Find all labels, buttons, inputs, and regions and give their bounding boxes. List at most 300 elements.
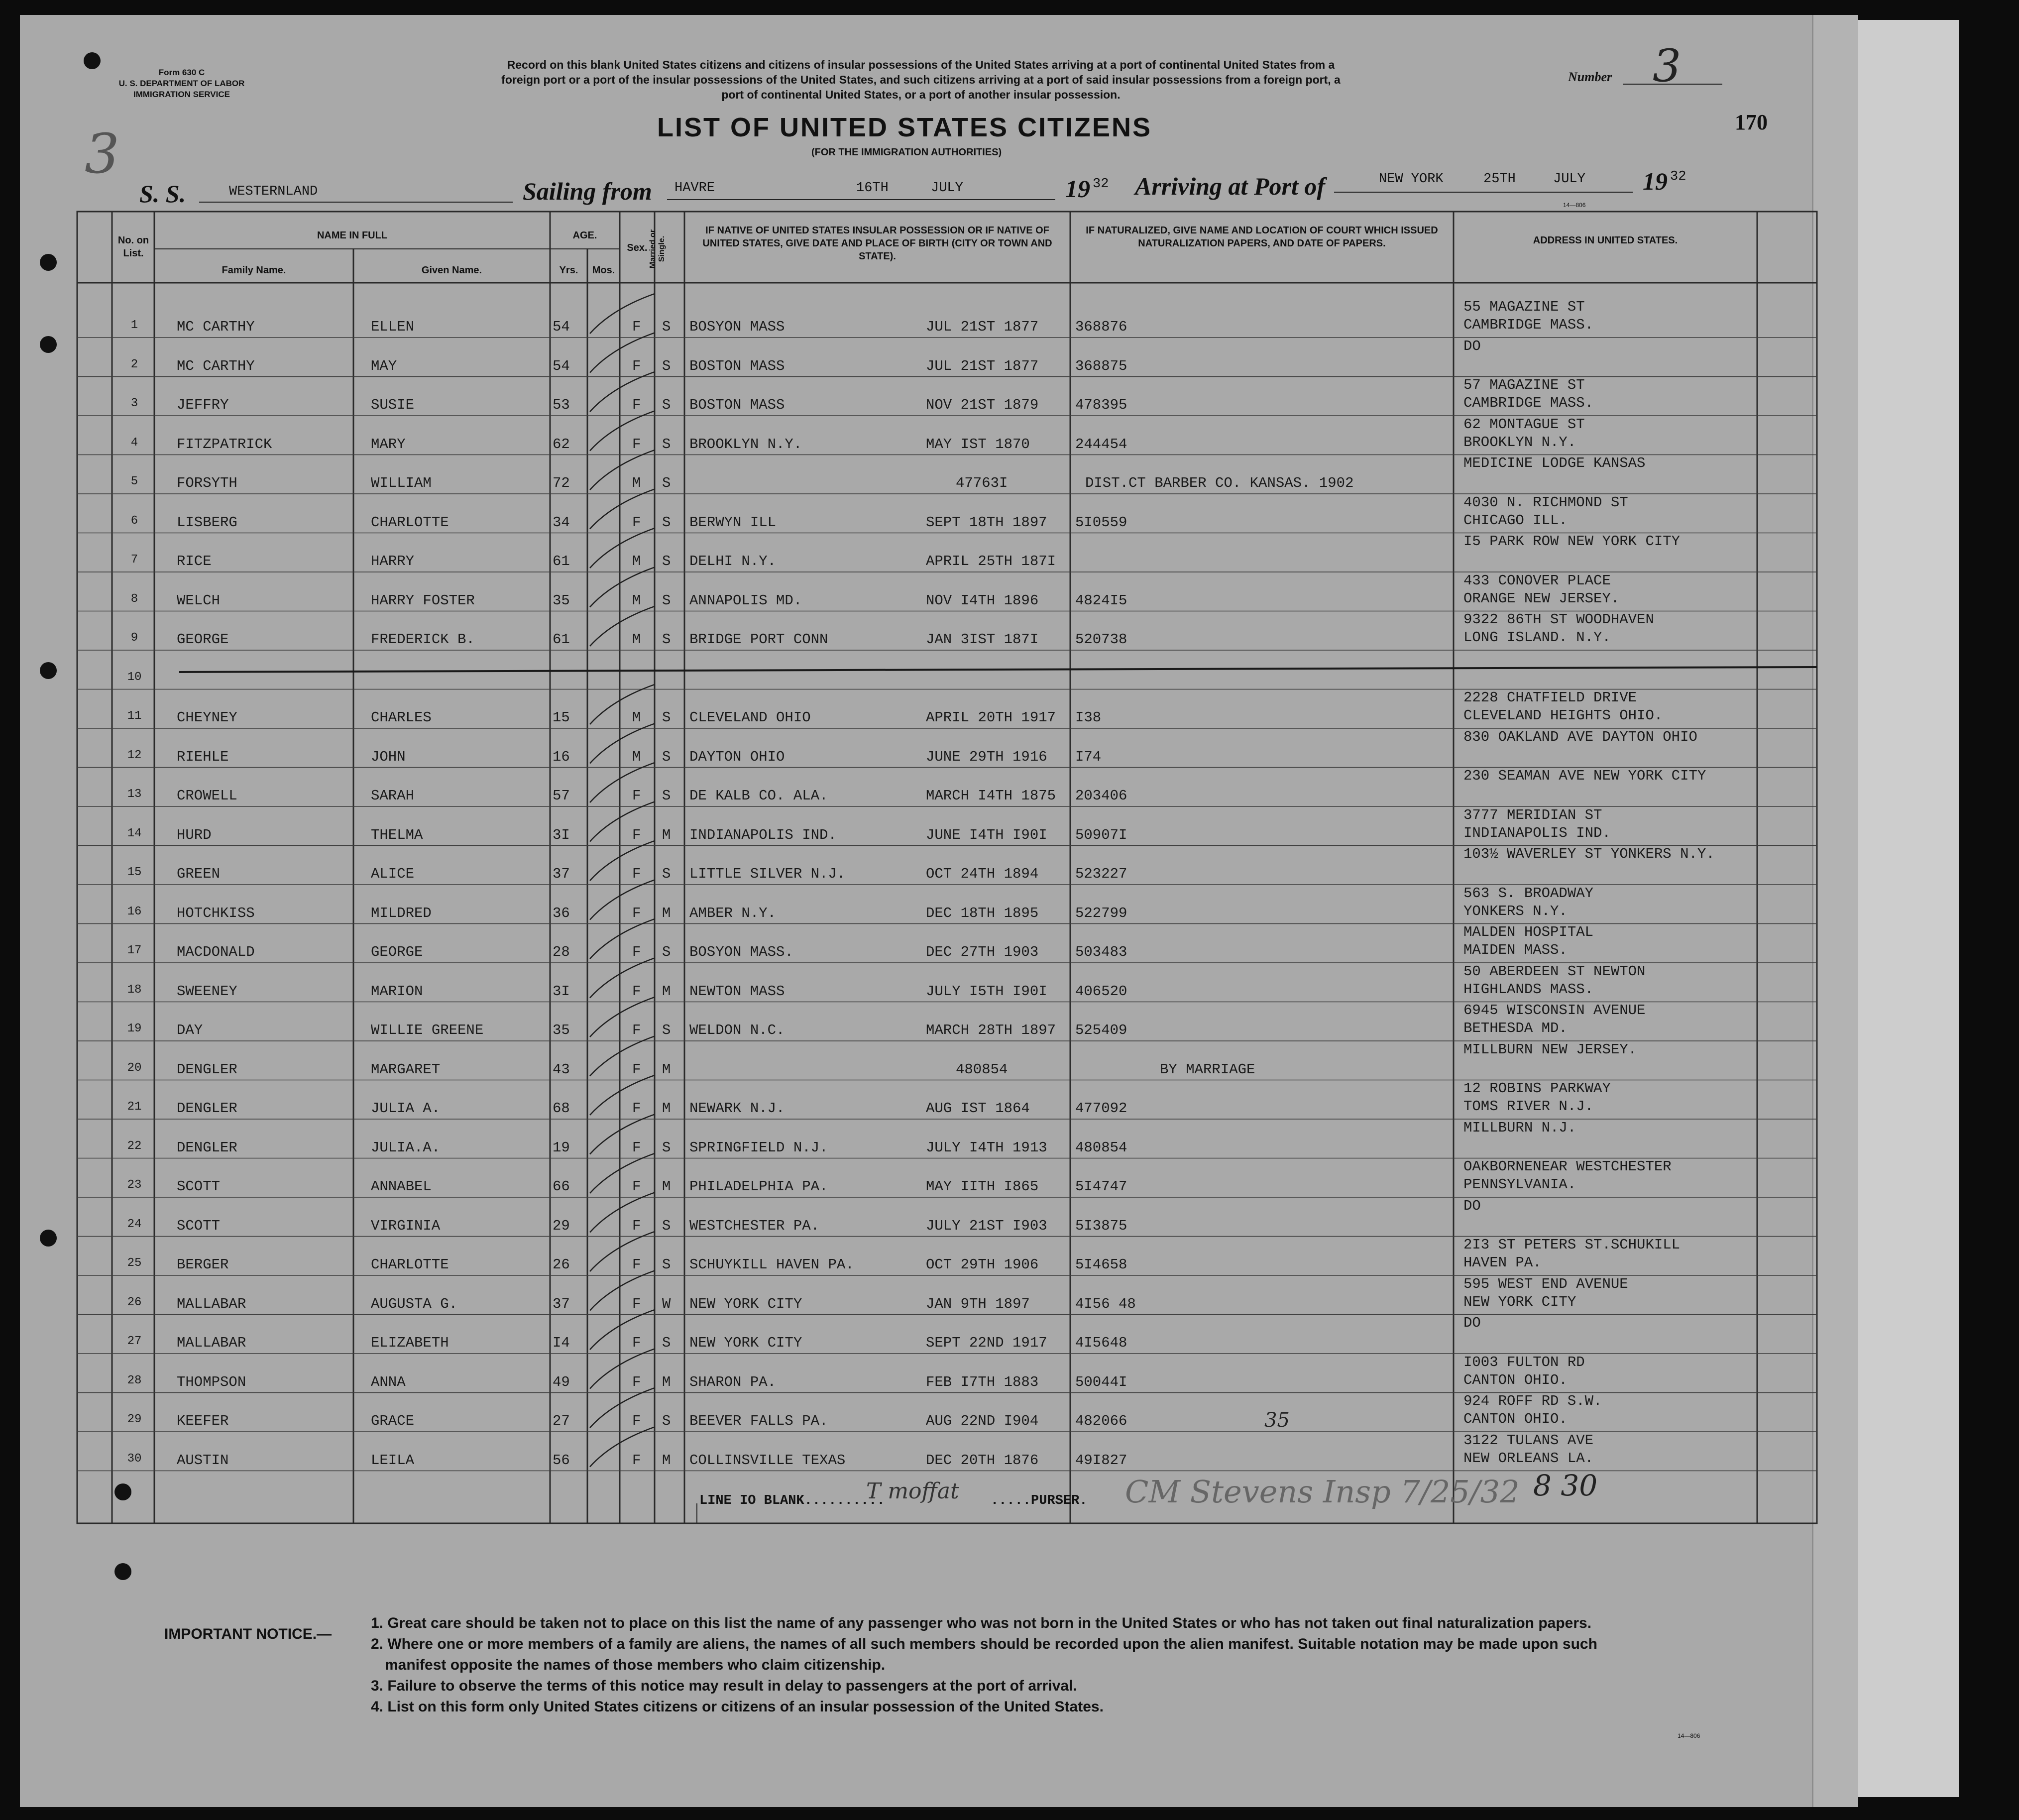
paper-number: 520738 bbox=[1075, 631, 1127, 648]
family-name: MALLABAR bbox=[177, 1295, 246, 1312]
marital-status: S bbox=[662, 1139, 671, 1156]
birth-date: MAY IST 1870 bbox=[926, 436, 1030, 453]
family-name: KEEFER bbox=[177, 1413, 229, 1429]
birth-date: 47763I bbox=[956, 475, 1008, 491]
age-years: 57 bbox=[553, 788, 570, 804]
notice-label: IMPORTANT NOTICE.— bbox=[164, 1626, 332, 1642]
birth-date: MARCH I4TH 1875 bbox=[926, 788, 1056, 804]
arriving-label: Arriving at Port of bbox=[1135, 172, 1325, 200]
col-header-birth: IF NATIVE OF UNITED STATES INSULAR POSSESSION OR IF NATIVE OF UNITED STATES, GIVE DATE AND PLACE OF BIRTH (CITY OR TOWN AND STATE). bbox=[702, 225, 1052, 262]
given-name: JULIA.A. bbox=[371, 1139, 441, 1156]
paper-number: 525409 bbox=[1075, 1022, 1127, 1038]
address-line-2: HIGHLANDS MASS. bbox=[1463, 981, 1594, 998]
birth-place: BOSYON MASS bbox=[689, 319, 785, 335]
birth-date: NOV 21ST 1879 bbox=[926, 397, 1039, 413]
court-info: BY MARRIAGE bbox=[1160, 1061, 1255, 1078]
given-name: ELLEN bbox=[371, 319, 415, 335]
birth-place: DELHI N.Y. bbox=[689, 553, 777, 569]
family-name: MC CARTHY bbox=[177, 357, 255, 374]
tally-mark bbox=[590, 528, 655, 568]
age-years: 3I bbox=[553, 983, 570, 1000]
birth-place: AMBER N.Y. bbox=[689, 905, 777, 921]
birth-place: LITTLE SILVER N.J. bbox=[689, 866, 846, 882]
arrival-port: NEW YORK bbox=[1379, 172, 1444, 187]
tally-mark bbox=[590, 411, 655, 451]
given-name: MARY bbox=[371, 436, 406, 453]
age-years: 49 bbox=[553, 1373, 570, 1390]
arrival-year-prefix: 19 bbox=[1643, 167, 1668, 195]
address-line-1: 3122 TULANS AVE bbox=[1463, 1432, 1594, 1449]
marital-status: S bbox=[662, 1256, 671, 1273]
tally-mark bbox=[590, 294, 655, 334]
tally-mark bbox=[590, 997, 655, 1037]
marital-status: S bbox=[662, 866, 671, 882]
given-name: HARRY bbox=[371, 553, 415, 569]
address-line-2: CANTON OHIO. bbox=[1463, 1371, 1568, 1388]
col-header-age: AGE. bbox=[572, 230, 597, 241]
address-line-1: MILLBURN NEW JERSEY. bbox=[1463, 1041, 1637, 1058]
address-line-2: CAMBRIDGE MASS. bbox=[1463, 395, 1594, 411]
birth-place: DAYTON OHIO bbox=[689, 748, 785, 765]
birth-place: NEW YORK CITY bbox=[689, 1335, 802, 1351]
birth-date: APRIL 25TH 187I bbox=[926, 553, 1056, 569]
address-line-1: MILLBURN N.J. bbox=[1463, 1119, 1576, 1136]
notice-list bbox=[371, 1613, 1814, 1717]
tally-mark bbox=[590, 841, 655, 881]
page-number: 170 bbox=[1735, 110, 1768, 134]
col-header-name: NAME IN FULL bbox=[317, 230, 388, 241]
family-name: DENGLER bbox=[177, 1139, 237, 1156]
marital-status: M bbox=[662, 1452, 671, 1469]
address-line-1: 57 MAGAZINE ST bbox=[1463, 377, 1585, 393]
age-years: 68 bbox=[553, 1100, 570, 1117]
age-years: 62 bbox=[553, 436, 570, 453]
sex: F bbox=[632, 514, 641, 531]
marital-status: S bbox=[662, 475, 671, 491]
birth-place: COLLINSVILLE TEXAS bbox=[689, 1452, 846, 1469]
given-name: CHARLES bbox=[371, 709, 432, 726]
sex: F bbox=[632, 1061, 641, 1078]
sex: F bbox=[632, 866, 641, 882]
family-name: SWEENEY bbox=[177, 983, 237, 1000]
line-blank-note: LINE IO BLANK.......... bbox=[699, 1493, 885, 1508]
row-number: 9 bbox=[130, 631, 138, 645]
marital-status: S bbox=[662, 788, 671, 804]
row-number: 24 bbox=[127, 1217, 142, 1231]
address-line-1: OAKBORNENEAR WESTCHESTER bbox=[1463, 1158, 1672, 1175]
given-name: MARION bbox=[371, 983, 423, 1000]
address-line-1: DO bbox=[1463, 338, 1481, 354]
tally-mark bbox=[590, 1388, 655, 1428]
given-name: JOHN bbox=[371, 748, 406, 765]
birth-place: CLEVELAND OHIO bbox=[689, 709, 811, 726]
row-number: 5 bbox=[130, 475, 138, 488]
col-header-sex: Sex. bbox=[627, 242, 648, 253]
birth-date: JAN 9TH 1897 bbox=[926, 1295, 1030, 1312]
address-line-1: 50 ABERDEEN ST NEWTON bbox=[1463, 963, 1646, 980]
family-name: WELCH bbox=[177, 592, 221, 609]
birth-place: SPRINGFIELD N.J. bbox=[689, 1139, 828, 1156]
birth-place: NEW YORK CITY bbox=[689, 1295, 802, 1312]
row-number: 4 bbox=[130, 436, 138, 450]
row-number: 11 bbox=[127, 709, 142, 723]
birth-place: SCHUYKILL HAVEN PA. bbox=[689, 1256, 854, 1273]
given-name: ANNA bbox=[371, 1373, 406, 1390]
age-years: 28 bbox=[553, 944, 570, 960]
age-years: 53 bbox=[553, 397, 570, 413]
sex: F bbox=[632, 1373, 641, 1390]
sex: M bbox=[632, 592, 641, 609]
paper-number: 477092 bbox=[1075, 1100, 1127, 1117]
given-name: VIRGINIA bbox=[371, 1217, 441, 1234]
departure-year-prefix: 19 bbox=[1065, 175, 1090, 203]
service: IMMIGRATION SERVICE bbox=[133, 90, 230, 99]
birth-place: WELDON N.C. bbox=[689, 1022, 785, 1038]
sex: M bbox=[632, 748, 641, 765]
age-years: 54 bbox=[553, 357, 570, 374]
ship-name: WESTERNLAND bbox=[229, 184, 318, 199]
marital-status: S bbox=[662, 1413, 671, 1429]
family-name: AUSTIN bbox=[177, 1452, 229, 1469]
row-number: 13 bbox=[127, 788, 142, 801]
paper-number: 50907I bbox=[1075, 826, 1127, 843]
given-name: MAY bbox=[371, 357, 397, 374]
tally-mark bbox=[590, 333, 655, 373]
tally-mark bbox=[590, 958, 655, 998]
marital-status: M bbox=[662, 1178, 671, 1195]
tally-mark bbox=[590, 1310, 655, 1350]
notice-item: 3. Failure to observe the terms of this notice may result in delay to passengers at the port of arrival. bbox=[371, 1678, 1077, 1694]
given-name: CHARLOTTE bbox=[371, 1256, 449, 1273]
paper-number: 5I4658 bbox=[1075, 1256, 1127, 1273]
birth-place: SHARON PA. bbox=[689, 1373, 777, 1390]
given-name: GRACE bbox=[371, 1413, 415, 1429]
row-number: 3 bbox=[130, 397, 138, 410]
print-code-top: 14—806 bbox=[1563, 202, 1586, 209]
sex: F bbox=[632, 944, 641, 960]
paper-number: 5I0559 bbox=[1075, 514, 1127, 531]
age-years: 37 bbox=[553, 1295, 570, 1312]
sex: F bbox=[632, 436, 641, 453]
row-number: 1 bbox=[130, 319, 138, 332]
number-label: Number bbox=[1568, 70, 1612, 84]
time-note: 8 30 bbox=[1533, 1469, 1598, 1502]
col-header-given: Given Name. bbox=[421, 265, 482, 276]
address-line-2: TOMS RIVER N.J. bbox=[1463, 1098, 1594, 1115]
family-name: FORSYTH bbox=[177, 475, 237, 491]
birth-date: JULY I4TH 1913 bbox=[926, 1139, 1047, 1156]
address-line-2: HAVEN PA. bbox=[1463, 1254, 1542, 1271]
given-name: SUSIE bbox=[371, 397, 415, 413]
age-years: 34 bbox=[553, 514, 570, 531]
birth-place: INDIANAPOLIS IND. bbox=[689, 826, 837, 843]
address-line-2: INDIANAPOLIS IND. bbox=[1463, 824, 1611, 841]
row-number: 14 bbox=[127, 826, 142, 840]
marital-status: M bbox=[662, 1373, 671, 1390]
family-name: MACDONALD bbox=[177, 944, 255, 960]
birth-date: APRIL 20TH 1917 bbox=[926, 709, 1056, 726]
tally-mark bbox=[590, 489, 655, 529]
sex: F bbox=[632, 905, 641, 921]
given-name: AUGUSTA G. bbox=[371, 1295, 458, 1312]
given-name: THELMA bbox=[371, 826, 423, 843]
col-header-address: ADDRESS IN UNITED STATES. bbox=[1533, 235, 1678, 246]
birth-date: DEC 18TH 1895 bbox=[926, 905, 1039, 921]
paper-number: 5I3875 bbox=[1075, 1217, 1127, 1234]
address-line-1: DO bbox=[1463, 1197, 1481, 1214]
age-years: 66 bbox=[553, 1178, 570, 1195]
instruction-line: Record on this blank United States citizens and citizens of insular possessions of the United States arriving at a port of continental United States from a bbox=[507, 58, 1335, 71]
birth-place: BRIDGE PORT CONN bbox=[689, 631, 828, 648]
margin-mark: 3 bbox=[85, 122, 119, 186]
sex: F bbox=[632, 826, 641, 843]
address-line-1: 230 SEAMAN AVE NEW YORK CITY bbox=[1463, 768, 1706, 784]
address-line-1: MALDEN HOSPITAL bbox=[1463, 924, 1594, 940]
family-name: RICE bbox=[177, 553, 212, 569]
address-line-1: 55 MAGAZINE ST bbox=[1463, 299, 1585, 315]
paper-number: 4I5648 bbox=[1075, 1335, 1127, 1351]
sex: M bbox=[632, 631, 641, 648]
age-years: 26 bbox=[553, 1256, 570, 1273]
sex: F bbox=[632, 357, 641, 374]
tally-mark bbox=[590, 684, 655, 724]
row-number: 22 bbox=[127, 1139, 142, 1153]
family-name: SCOTT bbox=[177, 1178, 221, 1195]
address-line-1: 924 ROFF RD S.W. bbox=[1463, 1393, 1602, 1409]
address-line-1: I003 FULTON RD bbox=[1463, 1354, 1585, 1370]
notice-item: manifest opposite the names of those members who claim citizenship. bbox=[385, 1657, 886, 1673]
marital-status: S bbox=[662, 319, 671, 335]
address-line-1: 103½ WAVERLEY ST YONKERS N.Y. bbox=[1463, 846, 1715, 862]
age-years: I4 bbox=[553, 1335, 570, 1351]
row-number: 15 bbox=[127, 866, 142, 879]
family-name: JEFFRY bbox=[177, 397, 229, 413]
sex: F bbox=[632, 1335, 641, 1351]
subtitle: (FOR THE IMMIGRATION AUTHORITIES) bbox=[811, 147, 1002, 158]
row-number: 8 bbox=[130, 592, 138, 606]
number-value: 3 bbox=[1653, 40, 1682, 92]
address-line-2: YONKERS N.Y. bbox=[1463, 903, 1568, 919]
family-name: BERGER bbox=[177, 1256, 229, 1273]
row-number: 29 bbox=[127, 1413, 142, 1426]
family-name: MC CARTHY bbox=[177, 319, 255, 335]
arrival-month: JULY bbox=[1553, 172, 1585, 187]
title: LIST OF UNITED STATES CITIZENS bbox=[657, 113, 1152, 142]
marital-status: S bbox=[662, 1022, 671, 1038]
age-years: 27 bbox=[553, 1413, 570, 1429]
age-years: 29 bbox=[553, 1217, 570, 1234]
given-name: LEILA bbox=[371, 1452, 415, 1469]
tally-mark bbox=[590, 1349, 655, 1389]
family-name: CROWELL bbox=[177, 788, 237, 804]
marital-status: S bbox=[662, 1217, 671, 1234]
row-number: 2 bbox=[130, 357, 138, 371]
paper-number: 244454 bbox=[1075, 436, 1127, 453]
family-name: MALLABAR bbox=[177, 1335, 246, 1351]
marital-status: W bbox=[662, 1295, 671, 1312]
address-line-1: 62 MONTAGUE ST bbox=[1463, 416, 1585, 433]
sex: F bbox=[632, 1217, 641, 1234]
row-number: 12 bbox=[127, 748, 142, 762]
departure-year: 32 bbox=[1093, 177, 1109, 192]
birth-place: BERWYN ILL bbox=[689, 514, 777, 531]
address-line-1: 4030 N. RICHMOND ST bbox=[1463, 494, 1628, 511]
tally-mark bbox=[590, 568, 655, 607]
sex: F bbox=[632, 1022, 641, 1038]
paper-number: I74 bbox=[1075, 748, 1102, 765]
family-name: HURD bbox=[177, 826, 212, 843]
family-name: GEORGE bbox=[177, 631, 229, 648]
paper-number: 522799 bbox=[1075, 905, 1127, 921]
birth-date: JUL 21ST 1877 bbox=[926, 357, 1039, 374]
department: U. S. DEPARTMENT OF LABOR bbox=[118, 79, 245, 88]
col-header-family: Family Name. bbox=[222, 265, 286, 276]
family-name: THOMPSON bbox=[177, 1373, 246, 1390]
given-name: GEORGE bbox=[371, 944, 423, 960]
tally-mark bbox=[590, 802, 655, 842]
departure-day: 16TH bbox=[856, 181, 889, 196]
paper-number: 203406 bbox=[1075, 788, 1127, 804]
paper-number: 49I827 bbox=[1075, 1452, 1127, 1469]
court-info: DIST.CT BARBER CO. KANSAS. 1902 bbox=[1085, 475, 1354, 491]
marital-status: S bbox=[662, 397, 671, 413]
address-line-1: 830 OAKLAND AVE DAYTON OHIO bbox=[1463, 728, 1697, 745]
marital-status: M bbox=[662, 826, 671, 843]
birth-date: JUNE I4TH I90I bbox=[926, 826, 1047, 843]
age-years: 36 bbox=[553, 905, 570, 921]
age-years: 35 bbox=[553, 1022, 570, 1038]
address-line-2: CHICAGO ILL. bbox=[1463, 512, 1568, 529]
marital-status: M bbox=[662, 983, 671, 1000]
tally-mark bbox=[590, 1193, 655, 1233]
row-number: 19 bbox=[127, 1022, 142, 1035]
row-number: 18 bbox=[127, 983, 142, 997]
row-number: 26 bbox=[127, 1295, 142, 1309]
birth-date: SEPT 22ND 1917 bbox=[926, 1335, 1047, 1351]
birth-date: JULY 21ST I903 bbox=[926, 1217, 1047, 1234]
birth-date: JULY I5TH I90I bbox=[926, 983, 1047, 1000]
address-line-2: CAMBRIDGE MASS. bbox=[1463, 317, 1594, 333]
sex: M bbox=[632, 553, 641, 569]
age-years: 3I bbox=[553, 826, 570, 843]
notice-item: 1. Great care should be taken not to place on this list the name of any passenger who was not born in the United States or who has not taken out final naturalization papers. bbox=[371, 1615, 1592, 1631]
given-name: MILDRED bbox=[371, 905, 432, 921]
tally-mark bbox=[590, 880, 655, 920]
paper-number: 368876 bbox=[1075, 319, 1127, 335]
notice-item: 4. List on this form only United States citizens or citizens of an insular possession of the United States. bbox=[371, 1699, 1104, 1715]
row-number: 25 bbox=[127, 1256, 142, 1270]
birth-place: NEWTON MASS bbox=[689, 983, 785, 1000]
given-name: HARRY FOSTER bbox=[371, 592, 475, 609]
sailing-label: Sailing from bbox=[523, 177, 652, 205]
paper-number: 478395 bbox=[1075, 397, 1127, 413]
marital-status: M bbox=[662, 1100, 671, 1117]
birth-date: FEB I7TH 1883 bbox=[926, 1373, 1039, 1390]
row-number: 23 bbox=[127, 1178, 142, 1192]
col-header-no: No. on List. bbox=[117, 235, 149, 259]
address-line-1: MEDICINE LODGE KANSAS bbox=[1463, 455, 1646, 471]
departure-port: HAVRE bbox=[674, 181, 715, 196]
address-line-2: BROOKLYN N.Y. bbox=[1463, 434, 1576, 451]
address-line-2: NEW YORK CITY bbox=[1463, 1293, 1576, 1310]
purser-signature: T moffat bbox=[866, 1479, 959, 1504]
given-name: CHARLOTTE bbox=[371, 514, 449, 531]
age-years: 72 bbox=[553, 475, 570, 491]
birth-place: BROOKLYN N.Y. bbox=[689, 436, 802, 453]
tally-mark bbox=[590, 450, 655, 490]
birth-date: JUNE 29TH 1916 bbox=[926, 748, 1047, 765]
marital-status: S bbox=[662, 748, 671, 765]
paper-number: 406520 bbox=[1075, 983, 1127, 1000]
marital-status: S bbox=[662, 514, 671, 531]
marital-status: S bbox=[662, 944, 671, 960]
family-name: DENGLER bbox=[177, 1061, 237, 1078]
row-number: 27 bbox=[127, 1335, 142, 1348]
age-years: 15 bbox=[553, 709, 570, 726]
paper-number: 4I56 48 bbox=[1075, 1295, 1136, 1312]
birth-date: NOV I4TH 1896 bbox=[926, 592, 1039, 609]
address-line-1: 433 CONOVER PLACE bbox=[1463, 572, 1611, 589]
tally-mark bbox=[590, 1036, 655, 1076]
age-years: 54 bbox=[553, 319, 570, 335]
row-number: 6 bbox=[130, 514, 138, 528]
age-years: 37 bbox=[553, 866, 570, 882]
family-name: FITZPATRICK bbox=[177, 436, 272, 453]
family-name: GREEN bbox=[177, 866, 221, 882]
family-name: DAY bbox=[177, 1022, 203, 1038]
marital-status: S bbox=[662, 436, 671, 453]
birth-place: ANNAPOLIS MD. bbox=[689, 592, 802, 609]
row-number: 21 bbox=[127, 1100, 142, 1114]
instruction-line: foreign port or a port of the insular possessions of the United States, and such citizens arriving at a port of said insular possessions from a foreign port, a bbox=[501, 73, 1341, 86]
age-years: 35 bbox=[553, 592, 570, 609]
marital-status: S bbox=[662, 592, 671, 609]
address-line-2: CANTON OHIO. bbox=[1463, 1411, 1568, 1427]
paper-number: 482066 bbox=[1075, 1413, 1127, 1429]
birth-place: WESTCHESTER PA. bbox=[689, 1217, 820, 1234]
sex: M bbox=[632, 475, 641, 491]
row-number: 10 bbox=[127, 670, 142, 684]
marital-status: S bbox=[662, 709, 671, 726]
paper-number: 368875 bbox=[1075, 357, 1127, 374]
address-line-1: 9322 86TH ST WOODHAVEN bbox=[1463, 611, 1654, 628]
address-line-1: 2I3 ST PETERS ST.SCHUKILL bbox=[1463, 1237, 1681, 1253]
tally-mark bbox=[590, 372, 655, 412]
family-name: SCOTT bbox=[177, 1217, 221, 1234]
row-number: 7 bbox=[130, 553, 138, 567]
form-number: Form 630 C bbox=[158, 68, 205, 77]
arrival-day: 25TH bbox=[1483, 172, 1516, 187]
family-name: HOTCHKISS bbox=[177, 905, 255, 921]
given-name: WILLIE GREENE bbox=[371, 1022, 484, 1038]
birth-date: SEPT 18TH 1897 bbox=[926, 514, 1047, 531]
address-line-1: DO bbox=[1463, 1315, 1481, 1331]
tally-mark bbox=[590, 1153, 655, 1193]
sex: F bbox=[632, 319, 641, 335]
address-line-1: 595 WEST END AVENUE bbox=[1463, 1275, 1628, 1292]
notice-item: 2. Where one or more members of a family are aliens, the names of all such members should be recorded upon the alien manifest. Suitable notation may be made upon such bbox=[371, 1636, 1597, 1652]
birth-date: DEC 27TH 1903 bbox=[926, 944, 1039, 960]
col-header-married: Married or Single. bbox=[649, 229, 666, 269]
row-number: 30 bbox=[127, 1452, 142, 1466]
family-name: CHEYNEY bbox=[177, 709, 237, 726]
address-line-1: 6945 WISCONSIN AVENUE bbox=[1463, 1002, 1646, 1019]
paper-number: I38 bbox=[1075, 709, 1102, 726]
address-line-2: ORANGE NEW JERSEY. bbox=[1463, 590, 1620, 607]
birth-date: AUG 22ND I904 bbox=[926, 1413, 1039, 1429]
row-number: 20 bbox=[127, 1061, 142, 1075]
sex: F bbox=[632, 1139, 641, 1156]
